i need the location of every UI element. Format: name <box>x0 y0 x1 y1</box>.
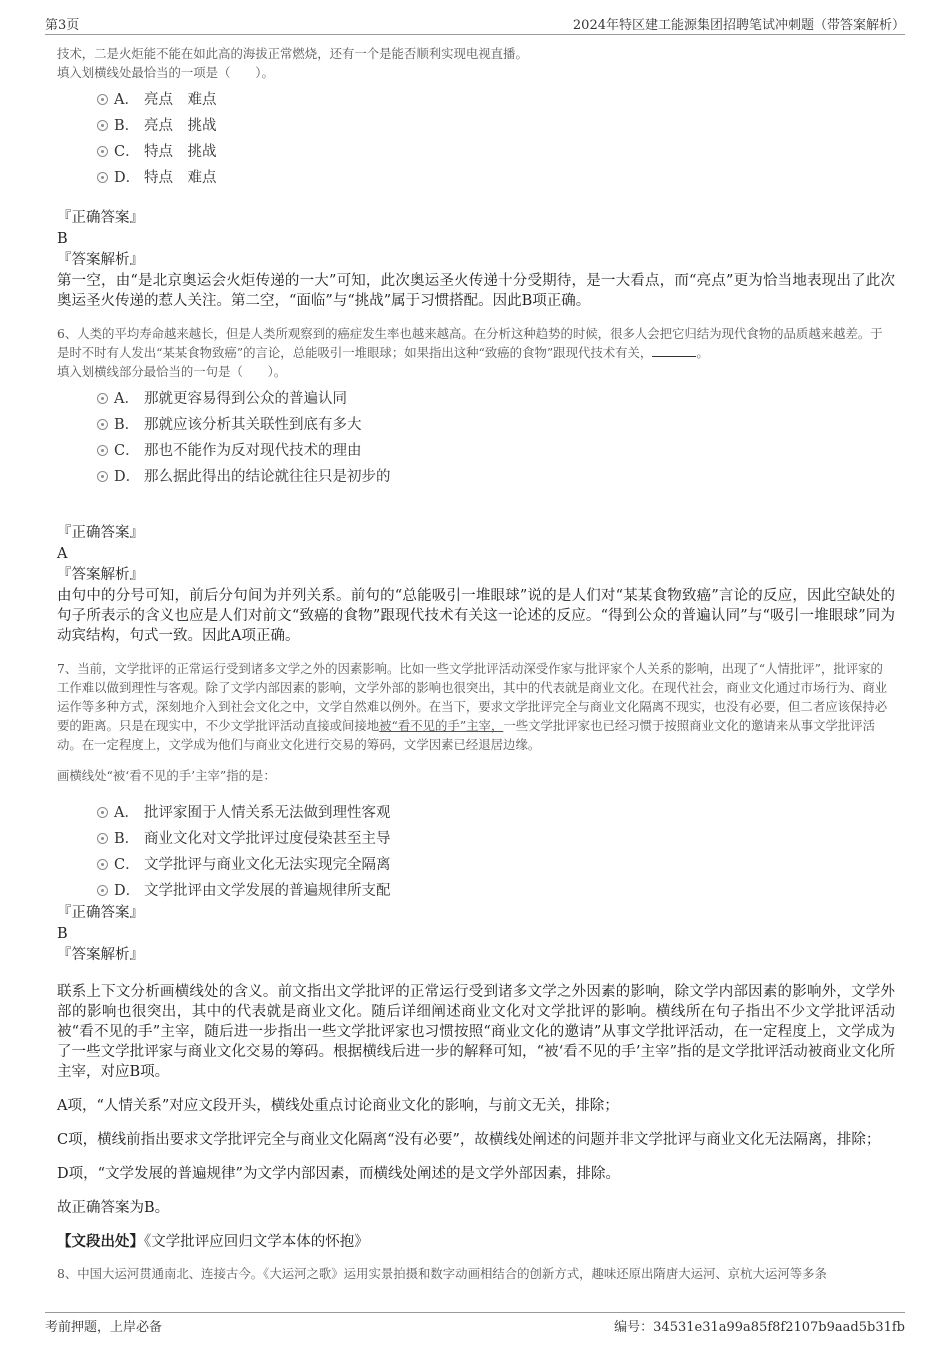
source-title: 《文学批评应回归文学本体的怀抱》 <box>144 1234 369 1250</box>
option-text: 那么据此得出的结论就往往只是初步的 <box>144 469 391 485</box>
question-6-prompt: 填入划横线部分最恰当的一句是（ ）。 <box>57 364 287 379</box>
option-letter: C． <box>114 857 140 873</box>
question-5-analysis-label: 『答案解析』 <box>57 252 144 268</box>
option-letter: D． <box>114 469 141 485</box>
page-number: 第3页 <box>45 18 80 33</box>
question-7-analysis-paragraph-2: A项，“人情关系”对应文段开头，横线处重点讨论商业文化的影响，与前文无关，排除； <box>57 1098 619 1114</box>
question-5-answer-label: 『正确答案』 <box>57 210 144 226</box>
option-letter: B． <box>114 118 140 134</box>
option-text: 特点 难点 <box>144 170 217 186</box>
question-7-answer-label: 『正确答案』 <box>57 905 144 921</box>
option-letter: B． <box>114 831 140 847</box>
option-text: 那也不能作为反对现代技术的理由 <box>144 443 362 459</box>
option-letter: D． <box>114 883 141 899</box>
page-header <box>45 14 905 35</box>
option-letter: C． <box>114 144 140 160</box>
option-text: 文学批评由文学发展的普遍规律所支配 <box>144 883 391 899</box>
page-content <box>57 44 895 1283</box>
radio-icon[interactable] <box>97 833 108 844</box>
question-7-option-c[interactable] <box>97 851 895 877</box>
question-6-options <box>57 385 895 489</box>
option-letter: A． <box>114 805 139 821</box>
question-6-answer-label: 『正确答案』 <box>57 525 144 541</box>
question-5-analysis: 第一空，由“是北京奥运会火炬传递的一大”可知，此次奥运圣火传递十分受期待，是一大看点，而“亮点”更为恰当地表现出了此次奥运圣火传递的惹人关注。第二空，“面临”与“挑战”属于习惯搭配。因此B项正确。 <box>57 273 895 309</box>
option-text: 亮点 挑战 <box>144 118 217 134</box>
option-text: 批评家囿于人情关系无法做到理性客观 <box>144 805 391 821</box>
question-5-prompt: 填入划横线处最恰当的一项是（ ）。 <box>57 65 274 80</box>
radio-icon[interactable] <box>97 859 108 870</box>
radio-icon[interactable] <box>97 885 108 896</box>
question-7-analysis-paragraph-3: C项，横线前指出要求文学批评完全与商业文化隔离“没有必要”，故横线处阐述的问题并非文学批评与商业文化无法隔离，排除； <box>57 1132 881 1148</box>
question-6 <box>57 324 895 646</box>
question-8-stem: 8、中国大运河贯通南北、连接古今。《大运河之歌》运用实景拍摄和数字动画相结合的创新方式，趣味还原出隋唐大运河、京杭大运河等多条 <box>57 1266 827 1281</box>
question-6-option-c[interactable] <box>97 437 895 463</box>
option-text: 那就应该分析其关联性到底有多大 <box>144 417 362 433</box>
radio-icon[interactable] <box>97 807 108 818</box>
radio-icon[interactable] <box>97 393 108 404</box>
option-text: 特点 挑战 <box>144 144 217 160</box>
question-7-prompt: 画横线处“被‘看不见的手’主宰”指的是： <box>57 768 276 783</box>
radio-icon[interactable] <box>97 445 108 456</box>
question-6-option-b[interactable] <box>97 411 895 437</box>
question-8 <box>57 1264 895 1283</box>
question-6-option-d[interactable] <box>97 463 895 489</box>
question-7-analysis-paragraph-4: D项，“文学发展的普遍规律”为文学内部因素，而横线处阐述的是文学外部因素，排除。 <box>57 1166 620 1182</box>
question-7-stem: 7、当前，文学批评的正常运行受到诸多文学之外的因素影响。比如一些文学批评活动深受作家与批评家个人关系的影响，出现了“人情批评”，批评家的工作难以做到理性与客观。除了文学内部因素的影响，文学外部的影响也很突出，其中的代表就是商业文化。在现代社会，商业文化通过市场行为、商业运作等多种方式，深刻地介入到社会文化之中，文学自然难以例外。在当下，要求文学批评完全与商业文化隔离不现实，也没有必要，但二者应该保持必要的距离。只是在现实中，不少文学批评活动直接或间接地被“看不见的手”主宰，一些文学批评家也已经习惯于按照商业文化的邀请来从事文学批评活动。在一定程度上，文学成为他们与商业文化进行交易的筹码，文学因素已经退居边缘。 <box>57 661 888 752</box>
document-title: 2024年特区建工能源集团招聘笔试冲刺题（带答案解析） <box>572 18 905 33</box>
question-7 <box>57 659 895 1252</box>
option-text: 那就更容易得到公众的普遍认同 <box>144 391 347 407</box>
option-letter: A． <box>114 391 139 407</box>
question-7-option-d[interactable] <box>97 877 895 903</box>
question-7-source <box>57 1232 895 1252</box>
question-5-option-c[interactable] <box>97 138 895 164</box>
question-6-analysis: 由句中的分号可知，前后分句间为并列关系。前句的“总能吸引一堆眼球”说的是人们对“某某食物致癌”言论的反应，因此空缺处的句子所表示的含义也应是人们对前文“致癌的食物”跟现代技术有关这一论述的反应。“得到公众的普遍认同”与“吸引一堆眼球”同为动宾结构，句式一致。因此A项正确。 <box>57 588 895 644</box>
radio-icon[interactable] <box>97 120 108 131</box>
radio-icon[interactable] <box>97 94 108 105</box>
radio-icon[interactable] <box>97 146 108 157</box>
code-label: 编号： <box>614 1320 654 1335</box>
question-5 <box>57 44 895 311</box>
option-text: 文学批评与商业文化无法实现完全隔离 <box>144 857 391 873</box>
radio-icon[interactable] <box>97 172 108 183</box>
question-5-options <box>57 86 895 190</box>
option-letter: A． <box>114 92 139 108</box>
question-7-option-b[interactable] <box>97 825 895 851</box>
option-text: 亮点 难点 <box>144 92 217 108</box>
underlined-phrase: 被“看不见的手”主宰， <box>379 718 504 733</box>
question-7-analysis-paragraph-1: 联系上下文分析画横线处的含义。前文指出文学批评的正常运行受到诸多文学之外因素的影响，除文学内部因素的影响外，文学外部的影响也很突出，其中的代表就是商业文化。随后详细阐述商业文化对文学批评的影响。横线所在句子指出不少文学批评活动被“看不见的手”主宰，随后进一步指出一些文学批评家也习惯按照“商业文化的邀请”从事文学批评活动，在一定程度上，文学成为了一些文学批评家与商业文化交易的筹码。根据横线后进一步的解释可知，“被‘看不见的手’主宰”指的是文学批评活动被商业文化所主宰，对应B项。 <box>57 984 895 1080</box>
question-5-option-a[interactable] <box>97 86 895 112</box>
footer-slogan: 考前押题，上岸必备 <box>45 1320 163 1335</box>
document-code <box>614 1316 905 1335</box>
page-footer <box>45 1312 905 1333</box>
question-7-answer: B <box>57 926 68 942</box>
question-6-stem: 6、人类的平均寿命越来越长，但是人类所观察到的癌症发生率也越来越高。在分析这种趋势的时候，很多人会把它归结为现代食物的品质越来越差。于是时不时有人发出“某某食物致癌”的言论，总能吸引一堆眼球；如果指出这种“致癌的食物”跟现代技术有关， 。 <box>57 326 883 360</box>
question-5-stem-tail: 技术，二是火炬能不能在如此高的海拔正常燃烧，还有一个是能否顺利实现电视直播。 <box>57 46 528 61</box>
question-6-analysis-label: 『答案解析』 <box>57 567 144 583</box>
question-7-option-a[interactable] <box>97 799 895 825</box>
option-text: 商业文化对文学批评过度侵染甚至主导 <box>144 831 391 847</box>
question-6-answer: A <box>57 546 68 562</box>
answer-blank <box>652 344 696 357</box>
question-7-analysis-label: 『答案解析』 <box>57 947 144 963</box>
radio-icon[interactable] <box>97 419 108 430</box>
question-6-option-a[interactable] <box>97 385 895 411</box>
option-letter: B． <box>114 417 140 433</box>
code-value: 34531e31a99a85f8f2107b9aad5b31fb <box>653 1320 905 1335</box>
radio-icon[interactable] <box>97 471 108 482</box>
question-5-option-b[interactable] <box>97 112 895 138</box>
question-5-answer: B <box>57 231 68 247</box>
source-label: 【文段出处】 <box>57 1233 144 1250</box>
option-letter: C． <box>114 443 140 459</box>
question-5-option-d[interactable] <box>97 164 895 190</box>
question-7-options <box>57 799 895 903</box>
question-7-analysis-paragraph-5: 故正确答案为B。 <box>57 1200 170 1216</box>
option-letter: D． <box>114 170 141 186</box>
